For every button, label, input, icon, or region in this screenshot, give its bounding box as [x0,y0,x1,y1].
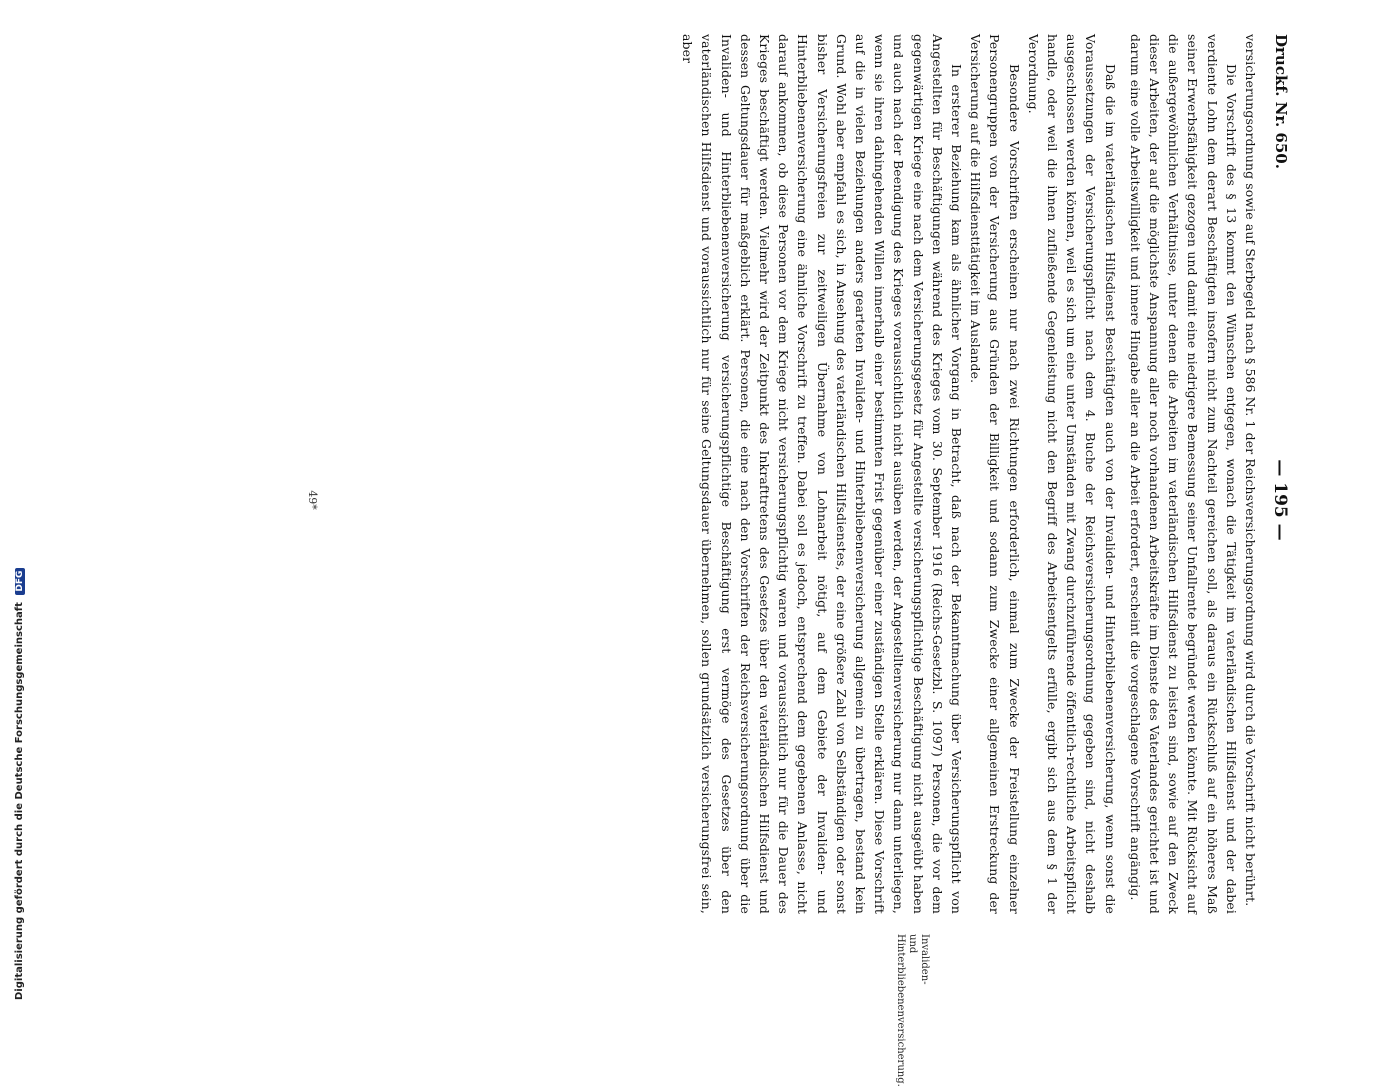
credit-text: Digitalisierung gefördert durch die Deutsche Forschungsgemeinschaft [14,602,25,1000]
signature-mark: 49* [306,490,319,510]
page-body [678,34,1260,1087]
paragraph: Besondere Vorschriften erscheinen nur nach zwei Richtungen erforderlich, einmal zum Zwecke der Freistellung einzelner Personengruppen von der Versicherung aus Gründen der Billigkeit und sodann zum Zwecke einer allgemeinen Erstreckung der Versicherung auf die Hilfsdiensttätigkeit im Auslande. [968,34,1022,914]
paragraph: Die Vorschrift des § 13 kommt den Wünschen entgegen, wonach die Tätigkeit im vaterländischen Hilfsdienst und der dabei verdiente Lohn dem derart Beschäftigten insofern nicht zum Nachteil gereichen soll, als daraus ein Rückschluß auf ein höheres Maß seiner Erwerbsfähigkeit gezogen und damit eine niedrigere Bemessung seiner Unfallrente begründet werden könnte. Mit Rücksicht auf die außergewöhnlichen Verhältnisse, unter denen die Arbeiten im vaterländischen Hilfsdienst zu leisten sind, sowie auf den Zweck dieser Arbeiten, der auf die möglichste Anspannung aller noch vorhandenen Arbeitskräfte im Dienste des Vaterlandes gerichtet ist und darum eine volle Arbeitswilligkeit und innere Hingabe aller an die Arbeit erfordert, erscheint die vorgeschlagene Vorschrift angängig. [1127,34,1239,914]
header-left: Druckf. Nr. 650. [1272,34,1290,169]
page-number: — 195 — [1270,459,1290,541]
margin-note: Invaliden- und Hinterbliebenenversicherung. [895,934,930,1087]
paragraph: Daß die im vaterländischen Hilfsdienst Beschäftigten auch von der Invaliden- und Hinterbliebenenversicherung, wenn sonst die Voraussetzungen der Versicherungspflicht nach dem 4. Buche der Reichsversicherungsordnung gegeben sind, nicht deshalb ausgeschlossen werden können, weil es sich um eine unter Umständen mit Zwang durchzuführende öffentlich-rechtliche Arbeitspflicht handle, oder weil die ihnen zufließende Gegenleistung nicht den Begriff des Arbeitsentgelts erfülle, ergibt sich aus dem § 1 der Verordnung. [1025,34,1118,914]
page-header [1260,34,1290,966]
dfg-logo: DFG [15,568,25,595]
text-column [678,34,1260,914]
digitization-credit [14,568,25,1000]
rotated-scan [186,20,1296,1087]
paragraph: versicherungsordnung sowie auf Sterbegeld nach § 586 Nr. 1 der Reichsversicherungsordnung wird durch die Vorschrift nicht berührt. [1243,34,1258,907]
paragraph: In ersterer Beziehung kam als ähnlicher Vorgang in Betracht, daß nach der Bekanntmachung über Versicherungspflicht von Angestellten für Beschäftigungen während des Krieges vom 30. September 1916 (Reichs-Gesetzbl. S. 1097) Personen, die vor dem gegenwärtigen Kriege eine nach dem Versicherungsgesetz für Angestellte versicherungspflichtige Beschäftigung nicht ausgeübt haben und auch nach der Beendigung des Krieges voraussichtlich nicht ausüben werden, der Angestelltenversicherung nur dann unterliegen, wenn sie ihren dahingehenden Willen innerhalb einer bestimmten Frist gegenüber einer zuständigen Stelle erklären. Diese Vorschrift auf die in vielen Beziehungen anders gearteten Invaliden- und Hinterbliebenenversicherung allgemein zu übertragen, bestand kein Grund. Wohl aber empfahl es sich, in Ansehung des vaterländischen Hilfsdienstes, der eine größere Zahl von Selbständigen oder sonst bisher Versicherungsfreien zur zeitweiligen Übernahme von Lohnarbeit nötigt, auf dem Gebiete der Invaliden- und Hinterbliebenenversicherung eine ähnliche Vorschrift zu treffen. Dabei soll es jedoch, entsprechend dem gegebenen Anlasse, nicht darauf ankommen, ob diese Personen vor dem Kriege nicht versicherungspflichtig waren und voraussichtlich nur für die Dauer des Krieges beschäftigt werden. Vielmehr wird der Zeitpunkt des Inkrafttretens des Gesetzes über den vaterländischen Hilfsdienst und dessen Geltungsdauer für maßgeblich erklärt. Personen, die eine nach den Vorschriften der Reichsversicherungsordnung über die Invaliden- und Hinterbliebenenversicherung versicherungspflichtige Beschäftigung erst vermöge des Gesetzes über den vaterländischen Hilfsdienst und voraussichtlich nur für seine Geltungsdauer übernehmen, sollen grundsätzlich versicherungsfrei sein, aber [680,34,964,914]
